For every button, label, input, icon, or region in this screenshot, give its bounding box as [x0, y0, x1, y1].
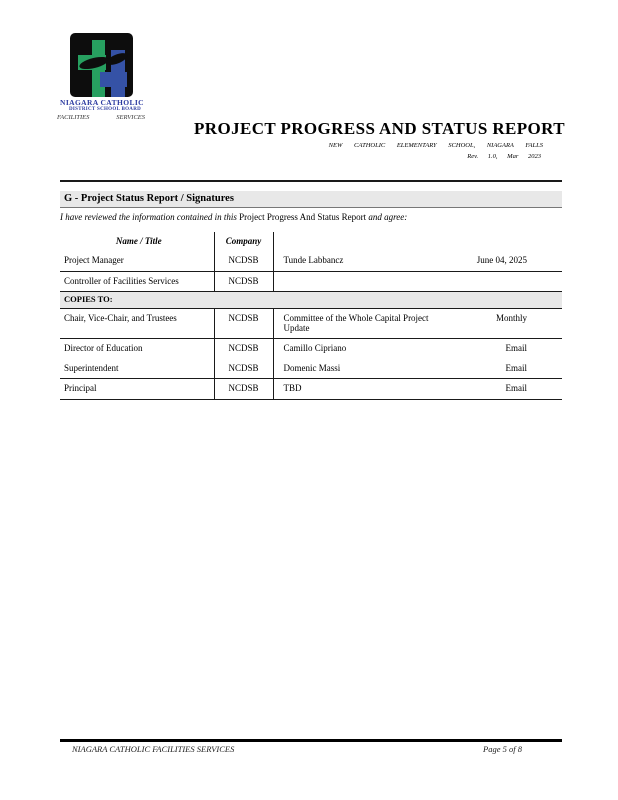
- table-row-principal: [60, 379, 562, 399]
- cell-name-title: Chair, Vice-Chair, and Trustees: [60, 308, 214, 339]
- ncdsb-crosses-icon: [70, 33, 133, 97]
- table-row-superintendent: [60, 359, 562, 379]
- copies-to-band: COPIES TO:: [60, 292, 562, 309]
- cell-company: NCDSB: [214, 339, 273, 359]
- report-revision: Rev. 1.0, Mar 2023: [467, 152, 541, 160]
- table-header-company: Company: [214, 232, 273, 251]
- cell-company: NCDSB: [214, 271, 273, 291]
- signatures-table: [60, 232, 562, 400]
- intro-report-name: Project Progress And Status Report: [239, 212, 367, 222]
- footer-divider: [60, 739, 562, 742]
- section-intro: [60, 212, 407, 222]
- cell-company: NCDSB: [214, 251, 273, 271]
- report-header: [60, 120, 565, 160]
- signatures-table-wrap: [60, 232, 562, 400]
- cell-date: June 04, 2025: [459, 251, 562, 271]
- cell-detail: Tunde Labbancz: [273, 251, 459, 271]
- table-header-empty: [459, 232, 562, 251]
- footer-org: NIAGARA CATHOLIC FACILITIES SERVICES: [72, 744, 235, 754]
- logo-org-name: NIAGARA CATHOLIC: [60, 98, 144, 107]
- cell-name-title: Project Manager: [60, 251, 214, 271]
- cell-name-title: Superintendent: [60, 359, 214, 379]
- table-row-project-manager: [60, 251, 562, 271]
- table-header-name-title: Name / Title: [60, 232, 214, 251]
- section-heading: G - Project Status Report / Signatures: [60, 191, 562, 208]
- cell-frequency: Email: [459, 359, 562, 379]
- logo-caption-services: SERVICES: [116, 114, 145, 121]
- cell-frequency: Monthly: [459, 308, 562, 339]
- cell-detail: Domenic Massi: [273, 359, 459, 379]
- intro-italic-lead: I have reviewed the information contained in this: [60, 212, 240, 222]
- header-divider: [60, 180, 562, 182]
- table-row-director: [60, 339, 562, 359]
- page-footer: [60, 744, 562, 754]
- cell-detail: TBD: [273, 379, 459, 399]
- table-row-trustees: [60, 308, 562, 339]
- footer-page-number: Page 5 of 8: [483, 744, 522, 754]
- table-header-empty: [273, 232, 459, 251]
- table-row-controller: [60, 271, 562, 291]
- report-subtitle: NEW CATHOLIC ELEMENTARY SCHOOL, NIAGARA FALLS: [328, 141, 543, 149]
- logo-org-subname: DISTRICT SCHOOL BOARD: [68, 107, 142, 112]
- copies-to-band-row: [60, 292, 562, 309]
- cell-frequency: Email: [459, 379, 562, 399]
- cell-detail: Committee of the Whole Capital Project Update: [273, 308, 459, 339]
- cell-name-title: Principal: [60, 379, 214, 399]
- report-title: PROJECT PROGRESS AND STATUS REPORT: [193, 119, 565, 138]
- cell-name-title: Director of Education: [60, 339, 214, 359]
- table-header-row: [60, 232, 562, 251]
- cell-company: NCDSB: [214, 379, 273, 399]
- cell-name-title: Controller of Facilities Services: [60, 271, 214, 291]
- ncdsb-logo: [57, 33, 145, 121]
- cell-date: [459, 271, 562, 291]
- logo-caption-facilities: FACILITIES: [57, 114, 90, 121]
- cell-company: NCDSB: [214, 308, 273, 339]
- cell-detail: Camillo Cipriano: [283, 343, 347, 354]
- cell-detail: [273, 271, 459, 291]
- cell-frequency: Email: [505, 343, 527, 354]
- intro-italic-tail: and agree:: [366, 212, 408, 222]
- cell-company: NCDSB: [214, 359, 273, 379]
